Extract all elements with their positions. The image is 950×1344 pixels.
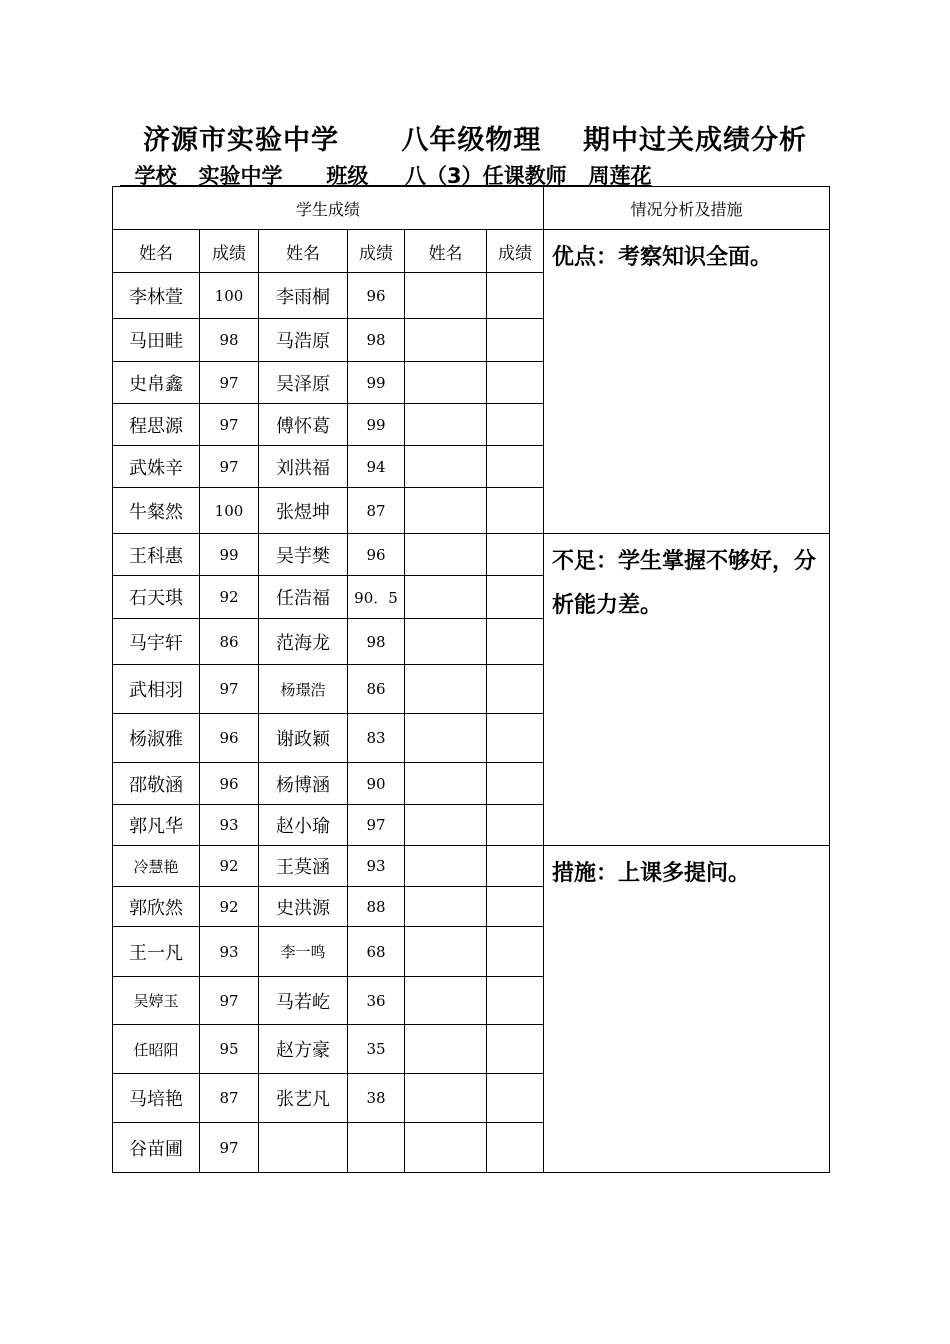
student-score <box>348 1123 405 1173</box>
student-score: 99 <box>348 404 405 446</box>
empty-name-cell <box>405 446 487 488</box>
student-score: 86 <box>200 619 259 665</box>
class-info-line: 学校 实验中学 班级 八（3）任课教师 周莲花 <box>120 164 652 188</box>
student-name: 范海龙 <box>259 619 348 665</box>
empty-score-cell <box>487 887 544 927</box>
student-name: 郭凡华 <box>113 805 200 846</box>
empty-name-cell <box>405 1123 487 1173</box>
empty-score-cell <box>487 446 544 488</box>
student-score: 86 <box>348 665 405 714</box>
empty-score-cell <box>487 1025 544 1074</box>
empty-score-cell <box>487 273 544 319</box>
student-name: 马培艳 <box>113 1074 200 1123</box>
student-name: 马宇轩 <box>113 619 200 665</box>
col-score-header: 成绩 <box>200 230 259 273</box>
student-score: 87 <box>200 1074 259 1123</box>
student-name: 杨淑雅 <box>113 714 200 763</box>
student-score: 98 <box>348 319 405 362</box>
student-score: 38 <box>348 1074 405 1123</box>
student-score: 96 <box>200 763 259 805</box>
empty-name-cell <box>405 846 487 887</box>
student-name: 石天琪 <box>113 576 200 619</box>
student-name: 杨璟浩 <box>259 665 348 714</box>
empty-score-cell <box>487 1123 544 1173</box>
student-name: 吴婷玉 <box>113 977 200 1025</box>
col-score-header: 成绩 <box>487 230 544 273</box>
student-score: 99 <box>348 362 405 404</box>
student-score: 97 <box>200 665 259 714</box>
empty-score-cell <box>487 619 544 665</box>
empty-name-cell <box>405 488 487 534</box>
student-score: 93 <box>348 846 405 887</box>
col-name-header: 姓名 <box>259 230 348 273</box>
student-score: 97 <box>200 446 259 488</box>
student-score: 92 <box>200 887 259 927</box>
student-name: 傅怀葛 <box>259 404 348 446</box>
student-name: 李一鸣 <box>259 927 348 977</box>
student-name: 王一凡 <box>113 927 200 977</box>
empty-name-cell <box>405 1074 487 1123</box>
student-name: 李林萱 <box>113 273 200 319</box>
empty-name-cell <box>405 319 487 362</box>
student-name: 郭欣然 <box>113 887 200 927</box>
student-score: 96 <box>348 273 405 319</box>
student-name: 赵小瑜 <box>259 805 348 846</box>
student-score: 100 <box>200 273 259 319</box>
student-score: 100 <box>200 488 259 534</box>
student-score: 87 <box>348 488 405 534</box>
student-name: 武相羽 <box>113 665 200 714</box>
student-score: 97 <box>200 1123 259 1173</box>
student-score: 36 <box>348 977 405 1025</box>
student-name: 史帛鑫 <box>113 362 200 404</box>
empty-name-cell <box>405 362 487 404</box>
empty-score-cell <box>487 714 544 763</box>
empty-score-cell <box>487 319 544 362</box>
empty-score-cell <box>487 846 544 887</box>
student-name: 马若屹 <box>259 977 348 1025</box>
student-name: 程思源 <box>113 404 200 446</box>
student-score: 92 <box>200 576 259 619</box>
student-name: 李雨桐 <box>259 273 348 319</box>
student-score: 99 <box>200 534 259 576</box>
student-name: 冷慧艳 <box>113 846 200 887</box>
student-name: 任昭阳 <box>113 1025 200 1074</box>
student-name: 吴芋樊 <box>259 534 348 576</box>
student-score: 92 <box>200 846 259 887</box>
empty-name-cell <box>405 273 487 319</box>
student-name: 杨博涵 <box>259 763 348 805</box>
student-score: 93 <box>200 805 259 846</box>
student-name: 刘洪福 <box>259 446 348 488</box>
student-name: 邵敬涵 <box>113 763 200 805</box>
empty-name-cell <box>405 977 487 1025</box>
empty-name-cell <box>405 714 487 763</box>
analysis-strengths: 优点：考察知识全面。 <box>544 230 830 534</box>
col-name-header: 姓名 <box>405 230 487 273</box>
analysis-header: 情况分析及措施 <box>544 187 830 230</box>
student-name: 张艺凡 <box>259 1074 348 1123</box>
student-score: 97 <box>348 805 405 846</box>
empty-score-cell <box>487 805 544 846</box>
student-name: 王科惠 <box>113 534 200 576</box>
student-score: 97 <box>200 977 259 1025</box>
empty-score-cell <box>487 977 544 1025</box>
student-score: 97 <box>200 362 259 404</box>
student-score: 96 <box>200 714 259 763</box>
empty-name-cell <box>405 763 487 805</box>
student-name: 谢政颖 <box>259 714 348 763</box>
student-name: 马田畦 <box>113 319 200 362</box>
empty-name-cell <box>405 927 487 977</box>
student-name: 武姝辛 <box>113 446 200 488</box>
empty-name-cell <box>405 887 487 927</box>
score-table <box>112 186 830 1173</box>
analysis-measures: 措施：上课多提问。 <box>544 846 830 1173</box>
empty-score-cell <box>487 763 544 805</box>
student-score: 98 <box>348 619 405 665</box>
col-score-header: 成绩 <box>348 230 405 273</box>
student-scores-header: 学生成绩 <box>113 187 544 230</box>
empty-name-cell <box>405 805 487 846</box>
student-score: 68 <box>348 927 405 977</box>
student-name: 谷苗圃 <box>113 1123 200 1173</box>
student-name: 马浩原 <box>259 319 348 362</box>
student-name: 任浩福 <box>259 576 348 619</box>
empty-name-cell <box>405 665 487 714</box>
empty-name-cell <box>405 619 487 665</box>
student-score: 97 <box>200 404 259 446</box>
student-name: 张煜坤 <box>259 488 348 534</box>
col-name-header: 姓名 <box>113 230 200 273</box>
student-name: 史洪源 <box>259 887 348 927</box>
empty-score-cell <box>487 534 544 576</box>
student-name <box>259 1123 348 1173</box>
empty-score-cell <box>487 927 544 977</box>
student-score: 90 <box>348 763 405 805</box>
empty-name-cell <box>405 404 487 446</box>
student-name: 牛粲然 <box>113 488 200 534</box>
student-score: 90．5 <box>348 576 405 619</box>
student-score: 96 <box>348 534 405 576</box>
student-score: 94 <box>348 446 405 488</box>
student-score: 88 <box>348 887 405 927</box>
empty-score-cell <box>487 404 544 446</box>
table-row <box>113 534 830 576</box>
table-row <box>113 846 830 887</box>
empty-score-cell <box>487 362 544 404</box>
empty-score-cell <box>487 1074 544 1123</box>
empty-score-cell <box>487 665 544 714</box>
student-name: 赵方豪 <box>259 1025 348 1074</box>
analysis-weaknesses: 不足：学生掌握不够好，分析能力差。 <box>544 534 830 846</box>
empty-name-cell <box>405 576 487 619</box>
student-score: 35 <box>348 1025 405 1074</box>
student-score: 93 <box>200 927 259 977</box>
empty-name-cell <box>405 1025 487 1074</box>
student-score: 83 <box>348 714 405 763</box>
student-name: 王莫涵 <box>259 846 348 887</box>
empty-score-cell <box>487 488 544 534</box>
empty-score-cell <box>487 576 544 619</box>
empty-name-cell <box>405 534 487 576</box>
student-name: 吴泽原 <box>259 362 348 404</box>
page-title: 济源市实验中学 八年级物理 期中过关成绩分析 <box>143 125 807 156</box>
student-score: 95 <box>200 1025 259 1074</box>
student-score: 98 <box>200 319 259 362</box>
